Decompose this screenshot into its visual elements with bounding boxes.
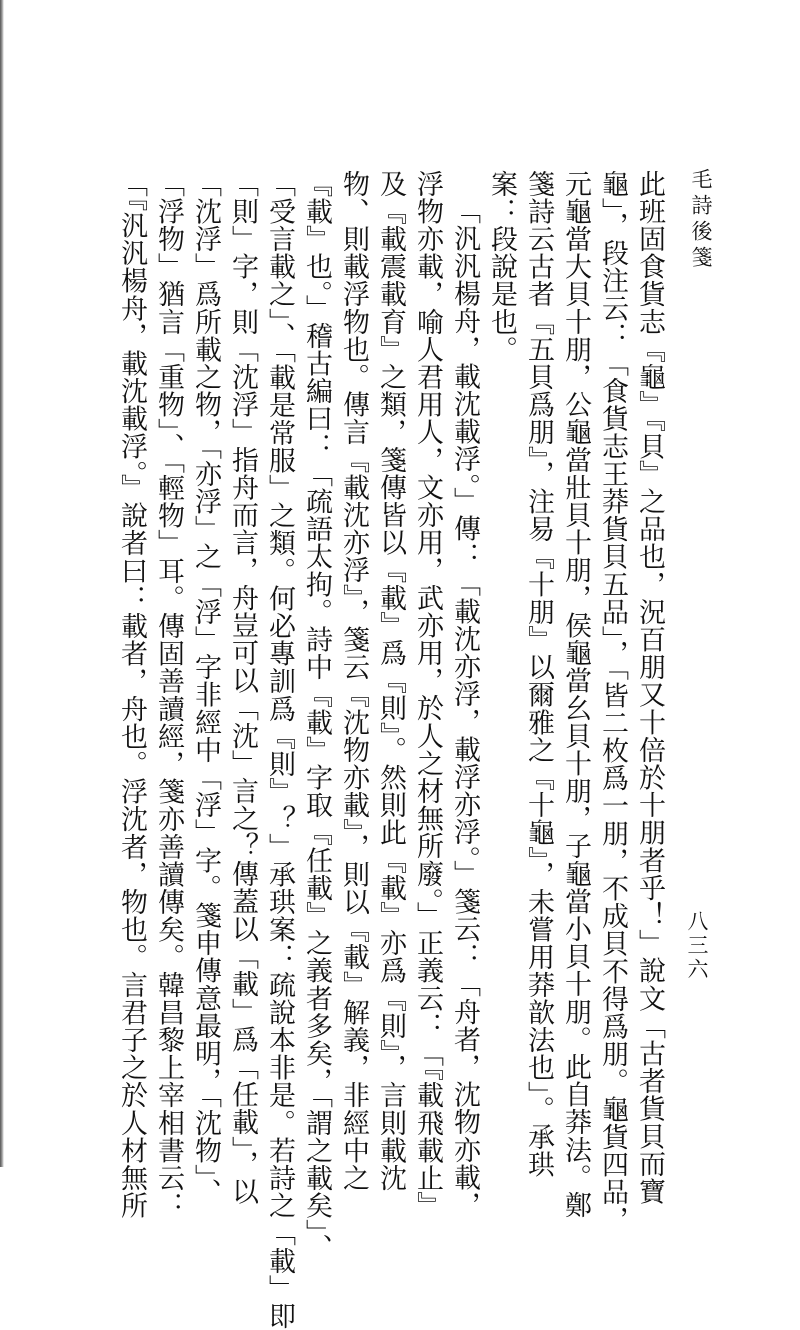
text-column: 「則」字，則「沈浮」指舟而言，舟豈可以「沈」言之？傳蓋以「載」爲「任載」，以: [227, 170, 258, 1206]
text-column: 龜」，段注云：「食貨志王莽貨貝五品」，「皆二枚爲一朋，不成貝不得爲朋。龜貨四品，: [597, 170, 628, 1234]
scan-edge: [0, 0, 4, 1167]
text-column: 此班固食貨志『龜』『貝』之品也，況百朋又十倍於十朋者乎！」說文「古者貨貝而寶: [634, 170, 665, 1206]
text-column: 浮物亦載，喻人君用人，文亦用，武亦用，於人之材無所廢。」正義云：「『載飛載止』: [412, 170, 443, 1220]
text-column: 「沈浮」爲所載之物，「亦浮」之「浮」字非經中「浮」字。箋申傳意最明，「沈物」、: [190, 170, 221, 1206]
text-column: 案：段說是也。: [486, 170, 517, 364]
text-column: 『載』也。」稽古編曰：「疏語太拘。詩中『載』字取『任載』之義者多矣，「謂之載矣」、: [301, 170, 332, 1262]
text-column: 元龜當大貝十朋，公龜當壯貝十朋，侯龜當幺貝十朋，子龜當小貝十朋。此自莽法。鄭: [560, 170, 591, 1219]
text-column: 「汎汎楊舟，載沈載浮。」傳：「載沈亦浮，載浮亦浮。」箋云：「舟者，沈物亦載，: [449, 197, 480, 1219]
running-head-title: 毛詩後箋: [689, 168, 713, 272]
text-block: [116, 170, 665, 1330]
text-column: 「受言載之」、「載是常服」之類。何必專訓爲『則』？」承珙案：疏說本非是。若詩之「載」即: [264, 170, 295, 1330]
text-column: 「『汎汎楊舟，載沈載浮。』說者曰：載者，舟也。浮沈者，物也。言君子之於人材無所: [116, 170, 147, 1220]
text-column: 物、則載浮物也。傳言『載沈亦浮』，箋云『沈物亦載』，則以『載』解義，非經中之: [338, 170, 369, 1192]
text-column: 箋詩云古者『五貝爲朋』，注易『十朋』以爾雅之『十龜』，未嘗用莽歆法也」。承珙: [523, 170, 554, 1179]
page-number: 八三六: [685, 910, 709, 982]
text-column: 及『載震載育』之類，箋傳皆以『載』爲『則』。然則此『載』亦爲『則』，言則載沈: [375, 170, 406, 1192]
text-column: 「浮物」猶言「重物」、「輕物」耳。傳固善讀經，箋亦善讀傳矣。韓昌黎上宰相書云：: [153, 170, 184, 1220]
